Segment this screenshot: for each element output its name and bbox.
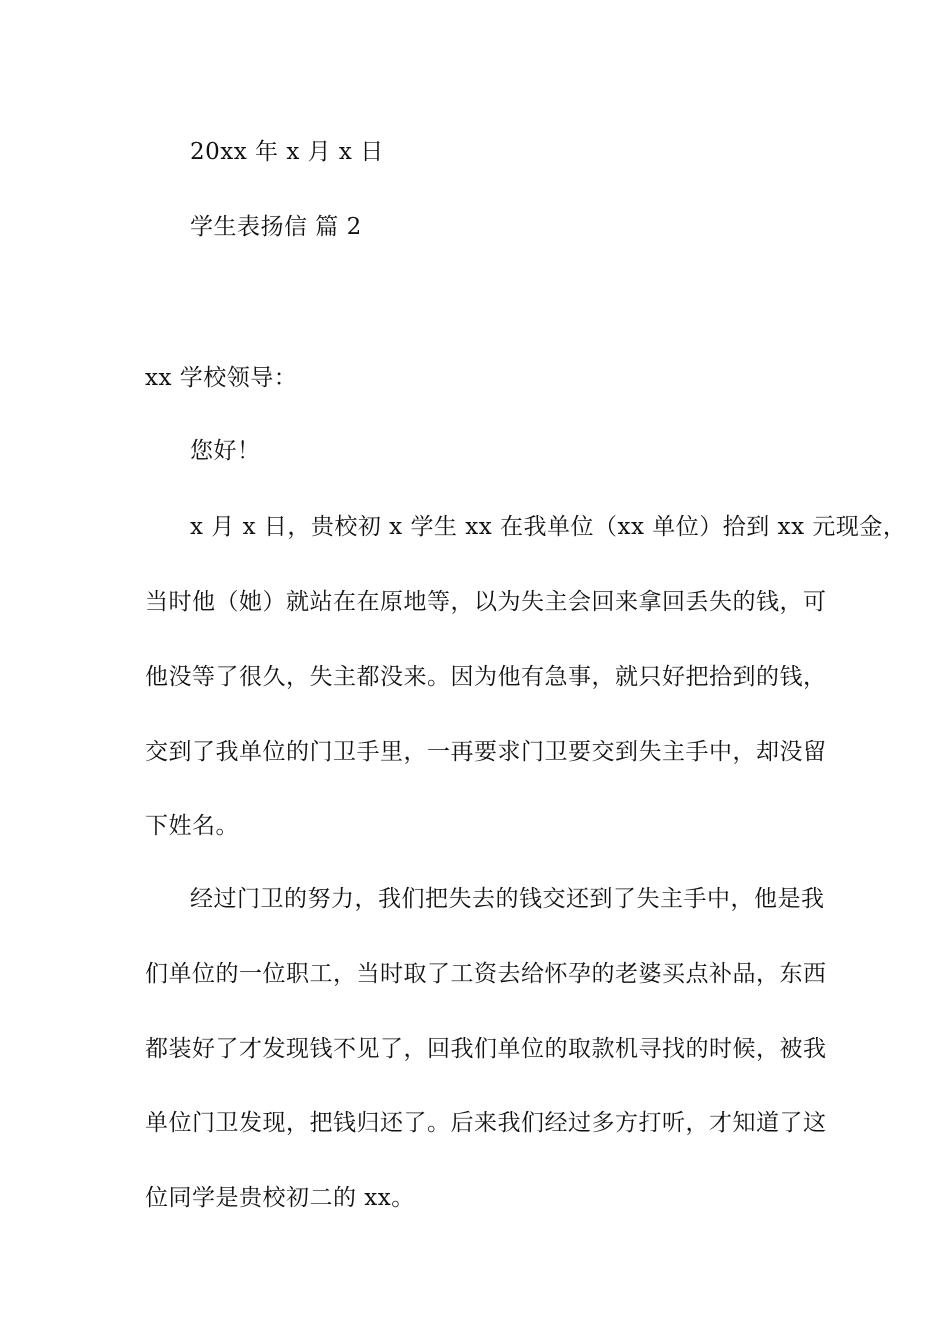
paragraph-line: 经过门卫的努力，我们把失去的钱交还到了失主手中，他是我 (190, 886, 825, 912)
paragraph-line: 都装好了才发现钱不见了，回我们单位的取款机寻找的时候，被我 (145, 1036, 827, 1062)
letter-title: 学生表扬信 篇 2 (190, 214, 362, 240)
paragraph-line: x 月 x 日，贵校初 x 学生 xx 在我单位（xx 单位）拾到 xx 元现金， (190, 514, 907, 540)
paragraph-line: 当时他（她）就站在在原地等，以为失主会回来拿回丢失的钱，可 (145, 589, 827, 615)
paragraph-line: 他没等了很久，失主都没来。因为他有急事，就只好把拾到的钱， (145, 664, 827, 690)
greeting: 您好！ (190, 438, 261, 464)
date-line: 20xx 年 x 月 x 日 (190, 139, 384, 165)
paragraph-line: 下姓名。 (145, 813, 239, 839)
paragraph-line: 单位门卫发现，把钱归还了。后来我们经过多方打听，才知道了这 (145, 1110, 827, 1136)
paragraph-line: 位同学是贵校初二的 xx。 (145, 1185, 415, 1211)
paragraph-line: 们单位的一位职工，当时取了工资去给怀孕的老婆买点补品，东西 (145, 961, 827, 987)
salutation: xx 学校领导： (145, 365, 298, 391)
paragraph-line: 交到了我单位的门卫手里，一再要求门卫要交到失主手中，却没留 (145, 739, 827, 765)
